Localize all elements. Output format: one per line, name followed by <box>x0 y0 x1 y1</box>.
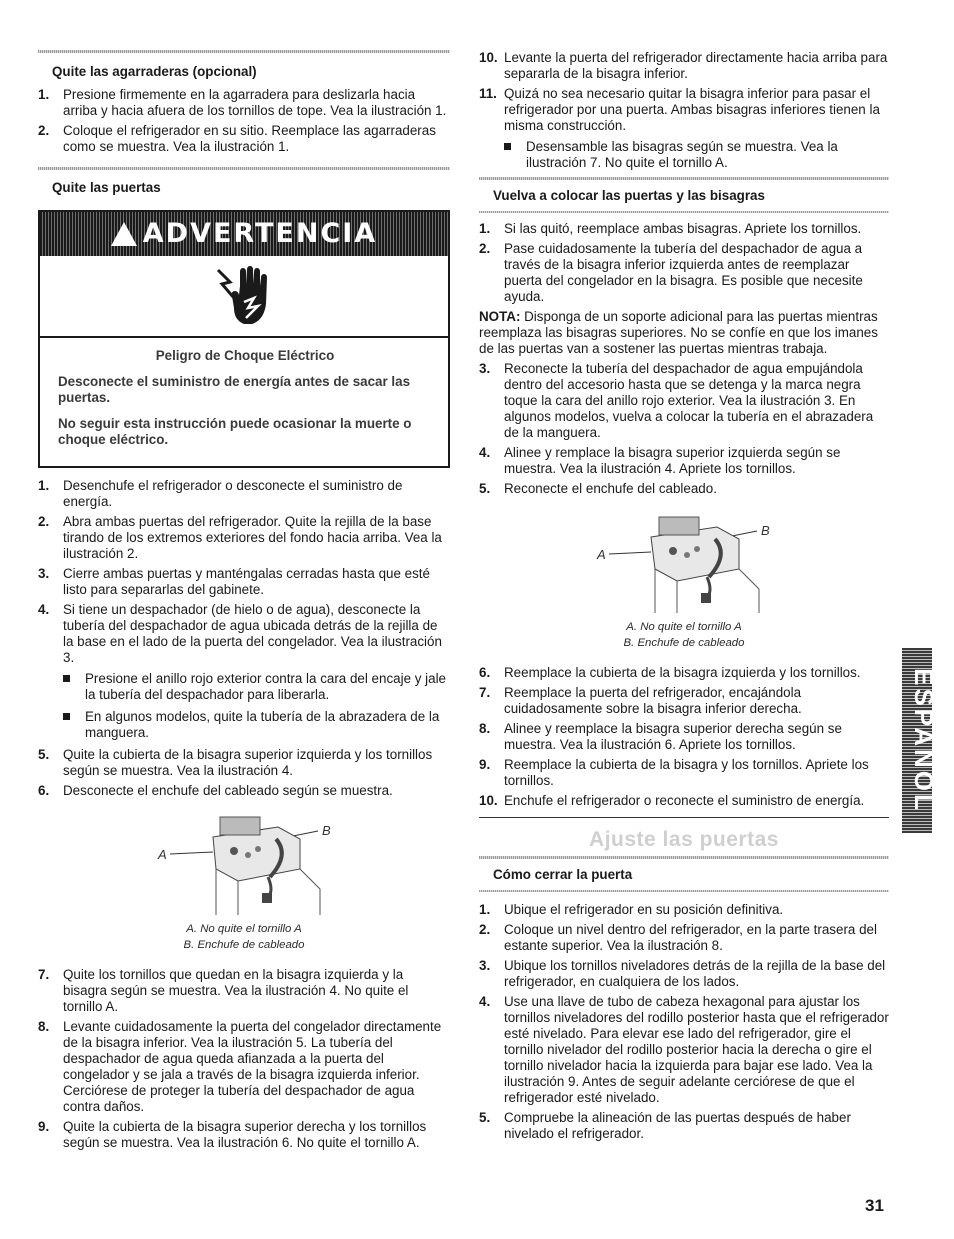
figure-caption: B. Enchufe de cableado <box>623 637 745 649</box>
list-item: 5. Reconecte el enchufe del cableado. <box>479 481 717 496</box>
door-steps-continued <box>38 967 450 1151</box>
close-steps <box>479 902 889 1142</box>
list-item: 10. Enchufe el refrigerador o reconecte el suministro de energía. <box>479 793 865 808</box>
list-item: 1. Presione firmemente en la agarradera para deslizarla hacia arriba y hacia afuera de los tornillos de tope. Vea la ilustración 1. <box>38 87 447 118</box>
list-item: 3. Ubique los tornillos niveladores detrás de la rejilla de la base del refrigerador, en cualquiera de los lados. <box>479 958 886 989</box>
warning-title: ADVERTENCIA <box>142 218 378 249</box>
list-item: 2. Coloque un nivel dentro del refrigerador, en la parte trasera del estante superior. Vea la ilustración 8. <box>479 922 877 953</box>
handles-heading: Quite las agarraderas (opcional) <box>52 64 257 79</box>
right-column <box>479 50 889 1146</box>
list-item: 9. Quite la cubierta de la bisagra superior derecha y los tornillos según se muestra. Vea la ilustración 6. No quite el tornillo A. <box>38 1119 427 1150</box>
svg-text:B: B <box>761 523 770 538</box>
list-item: 4. Alinee y remplace la bisagra superior izquierda según se muestra. Vea la ilustración 4. Apriete los tornillos. <box>479 445 841 476</box>
list-item: 8. Levante cuidadosamente la puerta del congelador directamente de la bisagra inferior. Vea la ilustración 5. La tubería del despachador de agua queda afianzada a la puerta del congelador y se jala a través de la bisagra izquierda inferior. Cerciórese de proteger la tubería del despachador de agua contra daños. <box>38 1019 442 1114</box>
doors-heading: Quite las puertas <box>52 180 161 195</box>
list-item: 2. Coloque el refrigerador en su sitio. Reemplace las agarraderas como se muestra. Vea la ilustración 1. <box>38 123 436 154</box>
list-item: 2. Pase cuidadosamente la tubería del despachador de agua a través de la bisagra inferior izquierda antes de reemplazar puerta del congelador en la bisagra. Es posible que necesite ayuda. <box>479 241 863 304</box>
page-number: 31 <box>865 1196 884 1215</box>
door-steps <box>38 478 450 799</box>
list-item: 7. Quite los tornillos que quedan en la bisagra izquierda y la bisagra según se muestra. Vea la ilustración 4. No quite el tornillo A. <box>38 967 409 1014</box>
warning-box <box>38 210 450 468</box>
heading-rule <box>479 890 889 892</box>
list-item: 5. Compruebe la alineación de las puertas después de haber nivelado el refrigerador. <box>479 1110 851 1141</box>
list-item: 1. Ubique el refrigerador en su posición definitiva. <box>479 902 784 917</box>
list-item: 4. Si tiene un despachador (de hielo o de agua), desconecte la tubería del despachador de agua ubicada detrás de la rejilla de la base en el lado de la puerta del congelador. Vea la ilustración 3. Presione el anillo rojo exterior contra la cara del encaje y jale la tubería del despachador para liberarla. En algunos modelos, quite la tubería de la abrazadera de la manguera. <box>38 602 450 741</box>
svg-text:A: A <box>597 547 606 562</box>
figure-caption: A. No quite el tornillo A <box>626 621 742 633</box>
figure-caption: A. No quite el tornillo A <box>186 923 302 935</box>
section-title: Ajuste las puertas <box>589 828 779 851</box>
warning-line: Desconecte el suministro de energía antes de sacar las puertas. <box>58 374 411 405</box>
hinge-wiring-illustration <box>38 807 450 915</box>
warning-header <box>40 212 448 256</box>
list-item: 3. Cierre ambas puertas y manténgalas cerradas hasta que esté listo para separarlas del gabinete. <box>38 566 430 597</box>
svg-text:A: A <box>158 847 167 862</box>
list-item: 5. Quite la cubierta de la bisagra superior izquierda y los tornillos según se muestra. Vea la ilustración 4. <box>38 747 433 778</box>
list-item: 1. Desenchufe el refrigerador o desconecte el suministro de energía. <box>38 478 403 509</box>
hinge-wiring-illustration <box>479 505 889 613</box>
bullet-item: Desensamble las bisagras según se muestra. Vea la ilustración 7. No quite el tornillo A. <box>504 139 889 171</box>
bullet-icon <box>63 713 70 720</box>
replace-steps <box>479 221 889 305</box>
replace-steps-continued <box>479 361 889 497</box>
list-item: 9. Reemplace la cubierta de la bisagra y los tornillos. Apriete los tornillos. <box>479 757 869 788</box>
list-item: 6. Desconecte el enchufe del cableado según se muestra. <box>38 783 393 798</box>
note-paragraph: NOTA: Disponga de un soporte adicional para las puertas mientras reemplaza las bisagras superiores. No se confíe en que los imanes de las puertas van a sostener las puertas mientras trabaja. <box>479 309 878 356</box>
language-side-label: ESPAÑOL <box>909 668 939 813</box>
list-item: 4. Use una llave de tubo de cabeza hexagonal para ajustar los tornillos niveladores del rodillo posterior hasta que el refrigerador esté nivelado. Para elevar ese lado del refrigerador, gire el tornillo nivelador del rodillo posterior hacia la derecha o gire el tornillo nivelador hacia la izquierda para bajar ese lado. Vea la ilustración 9. Antes de seguir adelante cerciórese de que el refrigerador esté nivelado. <box>479 994 889 1105</box>
list-item: 6. Reemplace la cubierta de la bisagra izquierda y los tornillos. <box>479 665 861 680</box>
list-item: 7. Reemplace la puerta del refrigerador, encajándola cuidadosamente sobre la bisagra inferior derecha. <box>479 685 802 716</box>
bullet-item: En algunos modelos, quite la tubería de la abrazadera de la manguera. <box>63 709 450 741</box>
bullet-icon <box>504 143 511 150</box>
door-steps-end <box>479 50 889 171</box>
replace-steps-final <box>479 665 889 809</box>
svg-text:B: B <box>322 823 331 838</box>
list-item: 2. Abra ambas puertas del refrigerador. Quite la rejilla de la base tirando de los extremos exteriores del fondo hacia arriba. Vea la ilustración 2. <box>38 514 442 561</box>
handles-steps <box>38 87 450 155</box>
close-heading: Cómo cerrar la puerta <box>493 867 633 882</box>
list-item: 10. Levante la puerta del refrigerador directamente hacia arriba para separarla de la bisagra inferior. <box>479 50 888 81</box>
warning-triangle-icon <box>111 222 137 246</box>
hazard-title: Peligro de Choque Eléctrico <box>155 348 335 363</box>
list-item: 3. Reconecte la tubería del despachador de agua empujándola dentro del accesorio hasta que se detenga y la marca negra toque la cara del anillo rojo exterior. Vea la ilustración 3. En algunos modelos, vuelva a colocar la tubería en el abrazadera de la manguera. <box>479 361 874 440</box>
figure-caption: B. Enchufe de cableado <box>183 939 305 951</box>
electric-shock-hand-icon <box>214 264 274 328</box>
hinge-illustration <box>38 807 450 915</box>
hinge-illustration <box>479 505 889 613</box>
list-item: 8. Alinee y reemplace la bisagra superior derecha según se muestra. Vea la ilustración 6. Apriete los tornillos. <box>479 721 842 752</box>
list-item: 1. Si las quitó, reemplace ambas bisagras. Apriete los tornillos. <box>479 221 862 236</box>
bullet-icon <box>63 675 70 682</box>
bullet-item: Presione el anillo rojo exterior contra la cara del encaje y jale la tubería del despachador para liberarla. <box>63 671 450 703</box>
heading-rule <box>479 211 889 213</box>
left-column <box>38 50 450 1155</box>
replace-heading: Vuelva a colocar las puertas y las bisagras <box>493 188 765 203</box>
list-item: 11. Quizá no sea necesario quitar la bisagra inferior para pasar el refrigerador por una puerta. Ambas bisagras inferiores tienen la misma construcción. Desensamble las bisagras según se muestra. Vea la ilustración 7. No quite el tornillo A. <box>479 86 889 171</box>
warning-line: No seguir esta instrucción puede ocasionar la muerte o choque eléctrico. <box>58 416 412 447</box>
